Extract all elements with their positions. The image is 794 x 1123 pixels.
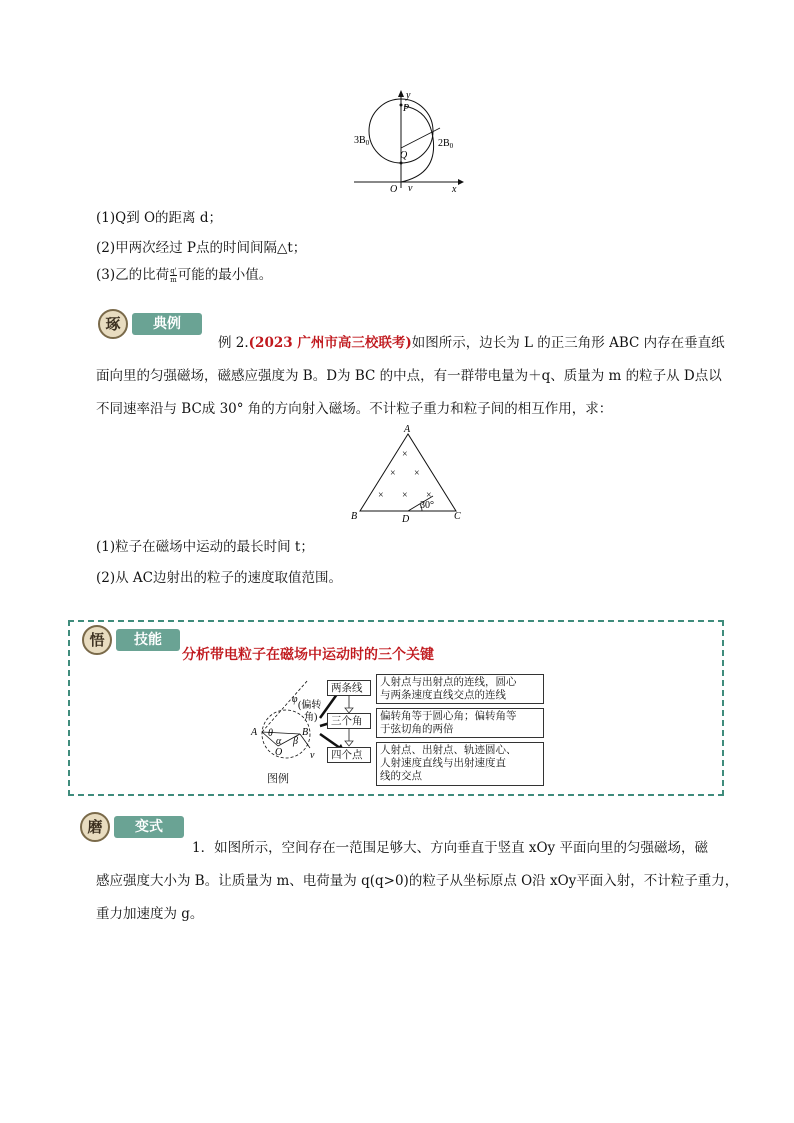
desc-three-angles-2: 于弦切角的两倍 [380,723,454,735]
point-q [400,162,403,165]
vertex-a: A [404,424,411,435]
desc-four-points [376,742,544,786]
figure-triangle [342,422,472,524]
fig-label-b: B [302,727,309,738]
figure-circle-axes [340,88,470,198]
x-label: x [452,184,457,195]
ratio-den: m [170,276,177,284]
question-3 [96,263,272,284]
fig-label-v: v [310,750,315,761]
category-three-angles: 三个角 [327,713,371,729]
example-badge-text: 典例 [132,313,202,335]
field-mark: × [402,490,408,501]
boundary-line [401,128,440,148]
question-1: (1)Q到 O的距离 d； [96,210,222,226]
variant-badge-text: 变式 [114,816,184,838]
field-mark: × [414,468,420,479]
category-arrows [340,696,360,748]
fig-label-alpha: α [276,736,282,747]
desc-two-lines [376,674,544,704]
point-p-label: P [403,103,410,114]
y-arrow [398,90,404,97]
point-q-label: Q [400,150,408,161]
fig-label-deflect-2: 角) [304,712,318,723]
figure-caption: 图例 [267,772,289,785]
question-3-tail: 可能的最小值。 [177,267,273,283]
variant-line-1: 1．如图所示，空间存在一范围足够大、方向垂直于竖直 xOy 平面向里的匀强磁场，磁 [192,840,708,856]
question-2: (2)甲两次经过 P点的时间间隔△t； [96,240,307,256]
fig-label-phi: φ [292,694,298,705]
desc-two-lines-2: 与两条速度直线交点的连线 [380,689,506,701]
skill-badge-text: 技能 [116,629,180,651]
skill-badge-icon: 悟 [82,625,112,655]
desc-four-points-1: 人射点、出射点、轨迹圆心、 [380,744,517,756]
desc-four-points-2: 人射速度直线与出射速度直 [380,757,506,769]
fig-label-beta: β [293,736,298,747]
point-d: D [402,514,410,524]
field-mark: × [402,449,408,460]
example-badge [98,310,210,338]
variant-badge [80,813,188,841]
fig-label-a: A [251,727,258,738]
example-lead: 例 2. [218,335,249,351]
variant-line-2: 感应强度大小为 B。让质量为 m、电荷量为 q(q>0)的粒子从坐标原点 O沿 xOy平面入射，不计粒子重力， [96,873,739,889]
example-question-2: (2)从 AC边射出的粒子的速度取值范围。 [96,570,342,586]
vertex-c: C [454,511,461,522]
left-field-label: $3B_0$ [354,135,370,147]
down-arrow-1-head [345,708,353,713]
example-line-1 [218,331,725,351]
example-source: (2023 广州市高三校联考) [248,335,412,351]
point-p [400,104,403,107]
fig-label-theta: θ [268,728,273,739]
desc-three-angles-1: 偏转角等于圆心角；偏转角等 [380,710,517,722]
velocity-label: v [408,183,413,194]
category-four-points: 四个点 [327,747,371,763]
example-line-3: 不同速率沿与 BC成 30° 角的方向射入磁场。不计粒子重力和粒子间的相互作用，求： [96,401,613,417]
question-3-text: (3)乙的比荷 [96,267,170,283]
angle-label: 30° [420,500,434,511]
desc-three-angles [376,708,544,738]
ratio-num: q' [170,267,177,275]
field-mark: × [426,490,432,501]
y-label: y [406,90,411,101]
skill-box [68,620,724,796]
x-arrow [458,179,464,185]
variant-badge-icon: 磨 [80,812,110,842]
fig-label-o: O [275,747,283,758]
example-line-1-rest: 如图所示，边长为 L 的正三角形 ABC 内存在垂直纸 [411,335,725,351]
skill-badge [82,626,182,654]
arrow-down [320,734,340,748]
desc-four-points-3: 线的交点 [380,770,422,782]
fig-label-deflect-1: (偏转 [298,700,322,711]
down-arrow-2-head [345,741,353,746]
skill-title: 分析带电粒子在磁场中运动时的三个关键 [182,647,434,663]
category-two-lines: 两条线 [327,680,371,696]
triangle-abc [360,434,456,511]
field-mark: × [378,490,384,501]
variant-line-3: 重力加速度为 g。 [96,906,204,922]
vertex-b: B [351,511,358,522]
desc-two-lines-1: 人射点与出射点的连线，圆心 [380,676,517,688]
example-line-2: 面向里的匀强磁场，磁感应强度为 B。D为 BC 的中点，有一群带电量为＋q、质量为 m 的粒子从 D点以 [96,368,722,384]
trajectory-arc [401,106,434,182]
ratio-fraction [170,267,177,284]
right-field-label: $2B_0$ [438,138,454,150]
origin-label: O [390,184,398,195]
example-badge-icon: 琢 [98,309,128,339]
example-question-1: (1)粒子在磁场中运动的最长时间 t； [96,539,314,555]
field-mark: × [390,468,396,479]
